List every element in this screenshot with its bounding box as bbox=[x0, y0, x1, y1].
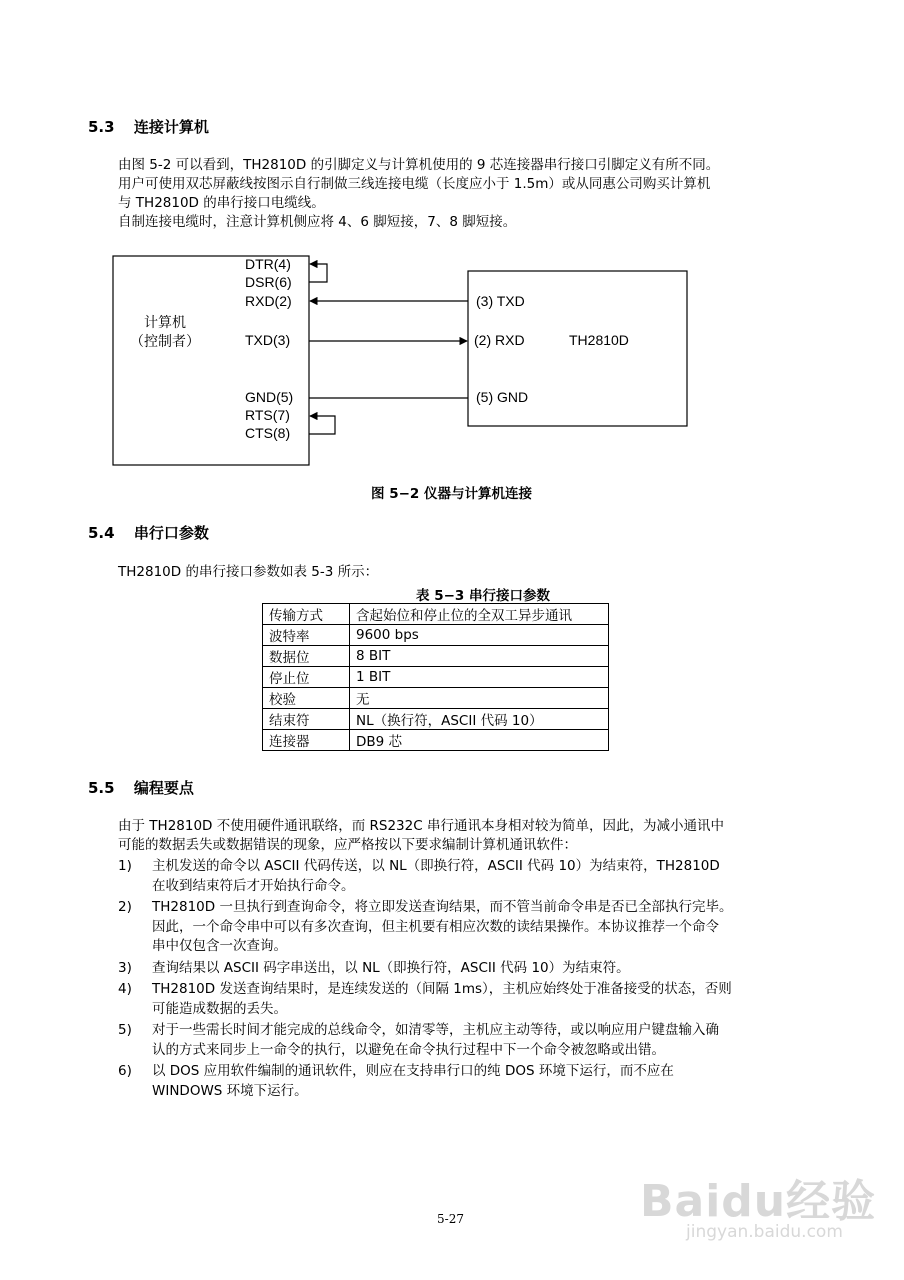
section-title: 串行口参数 bbox=[133, 524, 209, 542]
list-line: 以 DOS 应用软件编制的通讯软件，则应在支持串行口的纯 DOS 环境下运行，而不应在 bbox=[152, 1063, 674, 1079]
list-item bbox=[118, 1021, 838, 1060]
section-heading-5-4 bbox=[88, 522, 209, 543]
section-title: 连接计算机 bbox=[133, 118, 209, 136]
list-number: 1) bbox=[118, 858, 132, 874]
list-line: WINDOWS 环境下运行。 bbox=[152, 1082, 308, 1099]
wiring-diagram bbox=[100, 248, 700, 473]
table-value: 含起始位和停止位的全双工异步通讯 bbox=[350, 604, 609, 625]
section-heading-5-3 bbox=[88, 116, 209, 137]
list-item bbox=[118, 898, 838, 957]
serial-params-table bbox=[262, 603, 609, 751]
table-caption: 表 5−3 串行接口参数 bbox=[416, 588, 550, 604]
pin-cts: CTS(8) bbox=[245, 425, 291, 441]
paragraph-line: 由图 5-2 可以看到，TH2810D 的引脚定义与计算机使用的 9 芯连接器串行接口引脚定义有所不同。 bbox=[118, 157, 720, 173]
instrument-label: TH2810D bbox=[569, 332, 629, 348]
table-value: 1 BIT bbox=[350, 667, 609, 688]
programming-notes-list bbox=[118, 857, 838, 1103]
figure-caption: 图 5−2 仪器与计算机连接 bbox=[371, 486, 532, 502]
table-key: 数据位 bbox=[263, 646, 350, 667]
pin-dtr: DTR(4) bbox=[245, 256, 291, 272]
pin-txd: TXD(3) bbox=[245, 332, 291, 348]
table-key: 连接器 bbox=[263, 730, 350, 751]
table-value: NL（换行符，ASCII 代码 10） bbox=[350, 709, 609, 730]
table-row bbox=[263, 625, 609, 646]
list-item bbox=[118, 1062, 838, 1101]
table-value: 无 bbox=[350, 688, 609, 709]
pin-gnd: GND(5) bbox=[245, 389, 294, 405]
list-line: 认的方式来同步上一命令的执行，以避免在命令执行过程中下一个命令被忽略或出错。 bbox=[152, 1041, 665, 1058]
section-5-5-intro bbox=[118, 817, 724, 855]
table-value: 8 BIT bbox=[350, 646, 609, 667]
list-line: 串中仅包含一次查询。 bbox=[152, 938, 287, 954]
computer-label: 计算机 bbox=[144, 314, 186, 330]
list-number: 6) bbox=[118, 1063, 132, 1079]
list-number: 5) bbox=[118, 1022, 132, 1038]
list-line: 在收到结束符后才开始执行命令。 bbox=[152, 877, 355, 894]
list-number: 3) bbox=[118, 959, 132, 976]
watermark-url: jingyan.baidu.com bbox=[686, 1222, 843, 1242]
section-number: 5.4 bbox=[88, 524, 115, 542]
table-key: 传输方式 bbox=[263, 604, 350, 625]
list-number: 4) bbox=[118, 981, 132, 997]
list-line: 因此，一个命令串中可以有多次查询，但主机要有相应次数的读结果操作。本协议推荐一个命令 bbox=[152, 918, 719, 935]
list-line: 可能造成数据的丢失。 bbox=[152, 1000, 287, 1017]
table-row bbox=[263, 646, 609, 667]
page-number: 5-27 bbox=[437, 1212, 464, 1226]
section-5-4-intro: TH2810D 的串行接口参数如表 5-3 所示： bbox=[118, 564, 379, 580]
pin-dsr: DSR(6) bbox=[245, 274, 292, 290]
list-line: 对于一些需长时间才能完成的总线命令，如清零等，主机应主动等待，或以响应用户键盘输入确 bbox=[152, 1022, 719, 1038]
section-number: 5.3 bbox=[88, 118, 115, 136]
rts-cts-loop bbox=[309, 416, 335, 434]
paragraph-line: 自制连接电缆时，注意计算机侧应将 4、6 脚短接，7、8 脚短接。 bbox=[118, 214, 517, 230]
paragraph-line: 用户可使用双芯屏蔽线按图示自行制做三线连接电缆（长度应小于 1.5m）或从同惠公司购买计算机 bbox=[118, 176, 711, 192]
table-row bbox=[263, 688, 609, 709]
section-title: 编程要点 bbox=[133, 779, 194, 797]
list-item bbox=[118, 857, 838, 896]
computer-sublabel: （控制者） bbox=[130, 333, 200, 349]
list-number: 2) bbox=[118, 899, 132, 915]
paragraph-line: 由于 TH2810D 不使用硬件通讯联络，而 RS232C 串行通讯本身相对较为简单，因此，为减小通讯中 bbox=[118, 818, 724, 834]
section-5-3-intro bbox=[118, 156, 719, 232]
list-line: TH2810D 发送查询结果时，是连续发送的（间隔 1ms），主机应始终处于准备接受的状态，否则 bbox=[152, 981, 732, 997]
pin-rxd: RXD(2) bbox=[245, 293, 292, 309]
table-row bbox=[263, 667, 609, 688]
list-line: TH2810D 一旦执行到查询命令，将立即发送查询结果，而不管当前命令串是否已全部执行完毕。 bbox=[152, 899, 733, 915]
paragraph-line: 与 TH2810D 的串行接口电缆线。 bbox=[118, 195, 325, 211]
table-key: 校验 bbox=[263, 688, 350, 709]
dtr-dsr-loop bbox=[309, 264, 327, 282]
table-row bbox=[263, 709, 609, 730]
table-key: 结束符 bbox=[263, 709, 350, 730]
list-line: 主机发送的命令以 ASCII 代码传送，以 NL（即换行符，ASCII 代码 10）为结束符，TH2810D bbox=[152, 858, 720, 874]
table-key: 停止位 bbox=[263, 667, 350, 688]
list-line: 查询结果以 ASCII 码字串送出，以 NL（即换行符，ASCII 代码 10）为结束符。 bbox=[152, 959, 630, 976]
inst-pin-gnd: (5) GND bbox=[476, 389, 529, 405]
watermark-logo: Baidu经验 bbox=[640, 1176, 877, 1227]
table-value: DB9 芯 bbox=[350, 730, 609, 751]
inst-pin-txd: (3) TXD bbox=[476, 293, 525, 309]
pin-rts: RTS(7) bbox=[245, 407, 290, 423]
inst-pin-rxd: (2) RXD bbox=[474, 332, 525, 348]
paragraph-line: 可能的数据丢失或数据错误的现象，应严格按以下要求编制计算机通讯软件： bbox=[118, 837, 577, 853]
list-item bbox=[118, 980, 838, 1019]
section-number: 5.5 bbox=[88, 779, 115, 797]
table-row bbox=[263, 730, 609, 751]
list-item bbox=[118, 959, 838, 979]
table-key: 波特率 bbox=[263, 625, 350, 646]
section-heading-5-5 bbox=[88, 777, 194, 798]
table-value: 9600 bps bbox=[350, 625, 609, 646]
table-row bbox=[263, 604, 609, 625]
